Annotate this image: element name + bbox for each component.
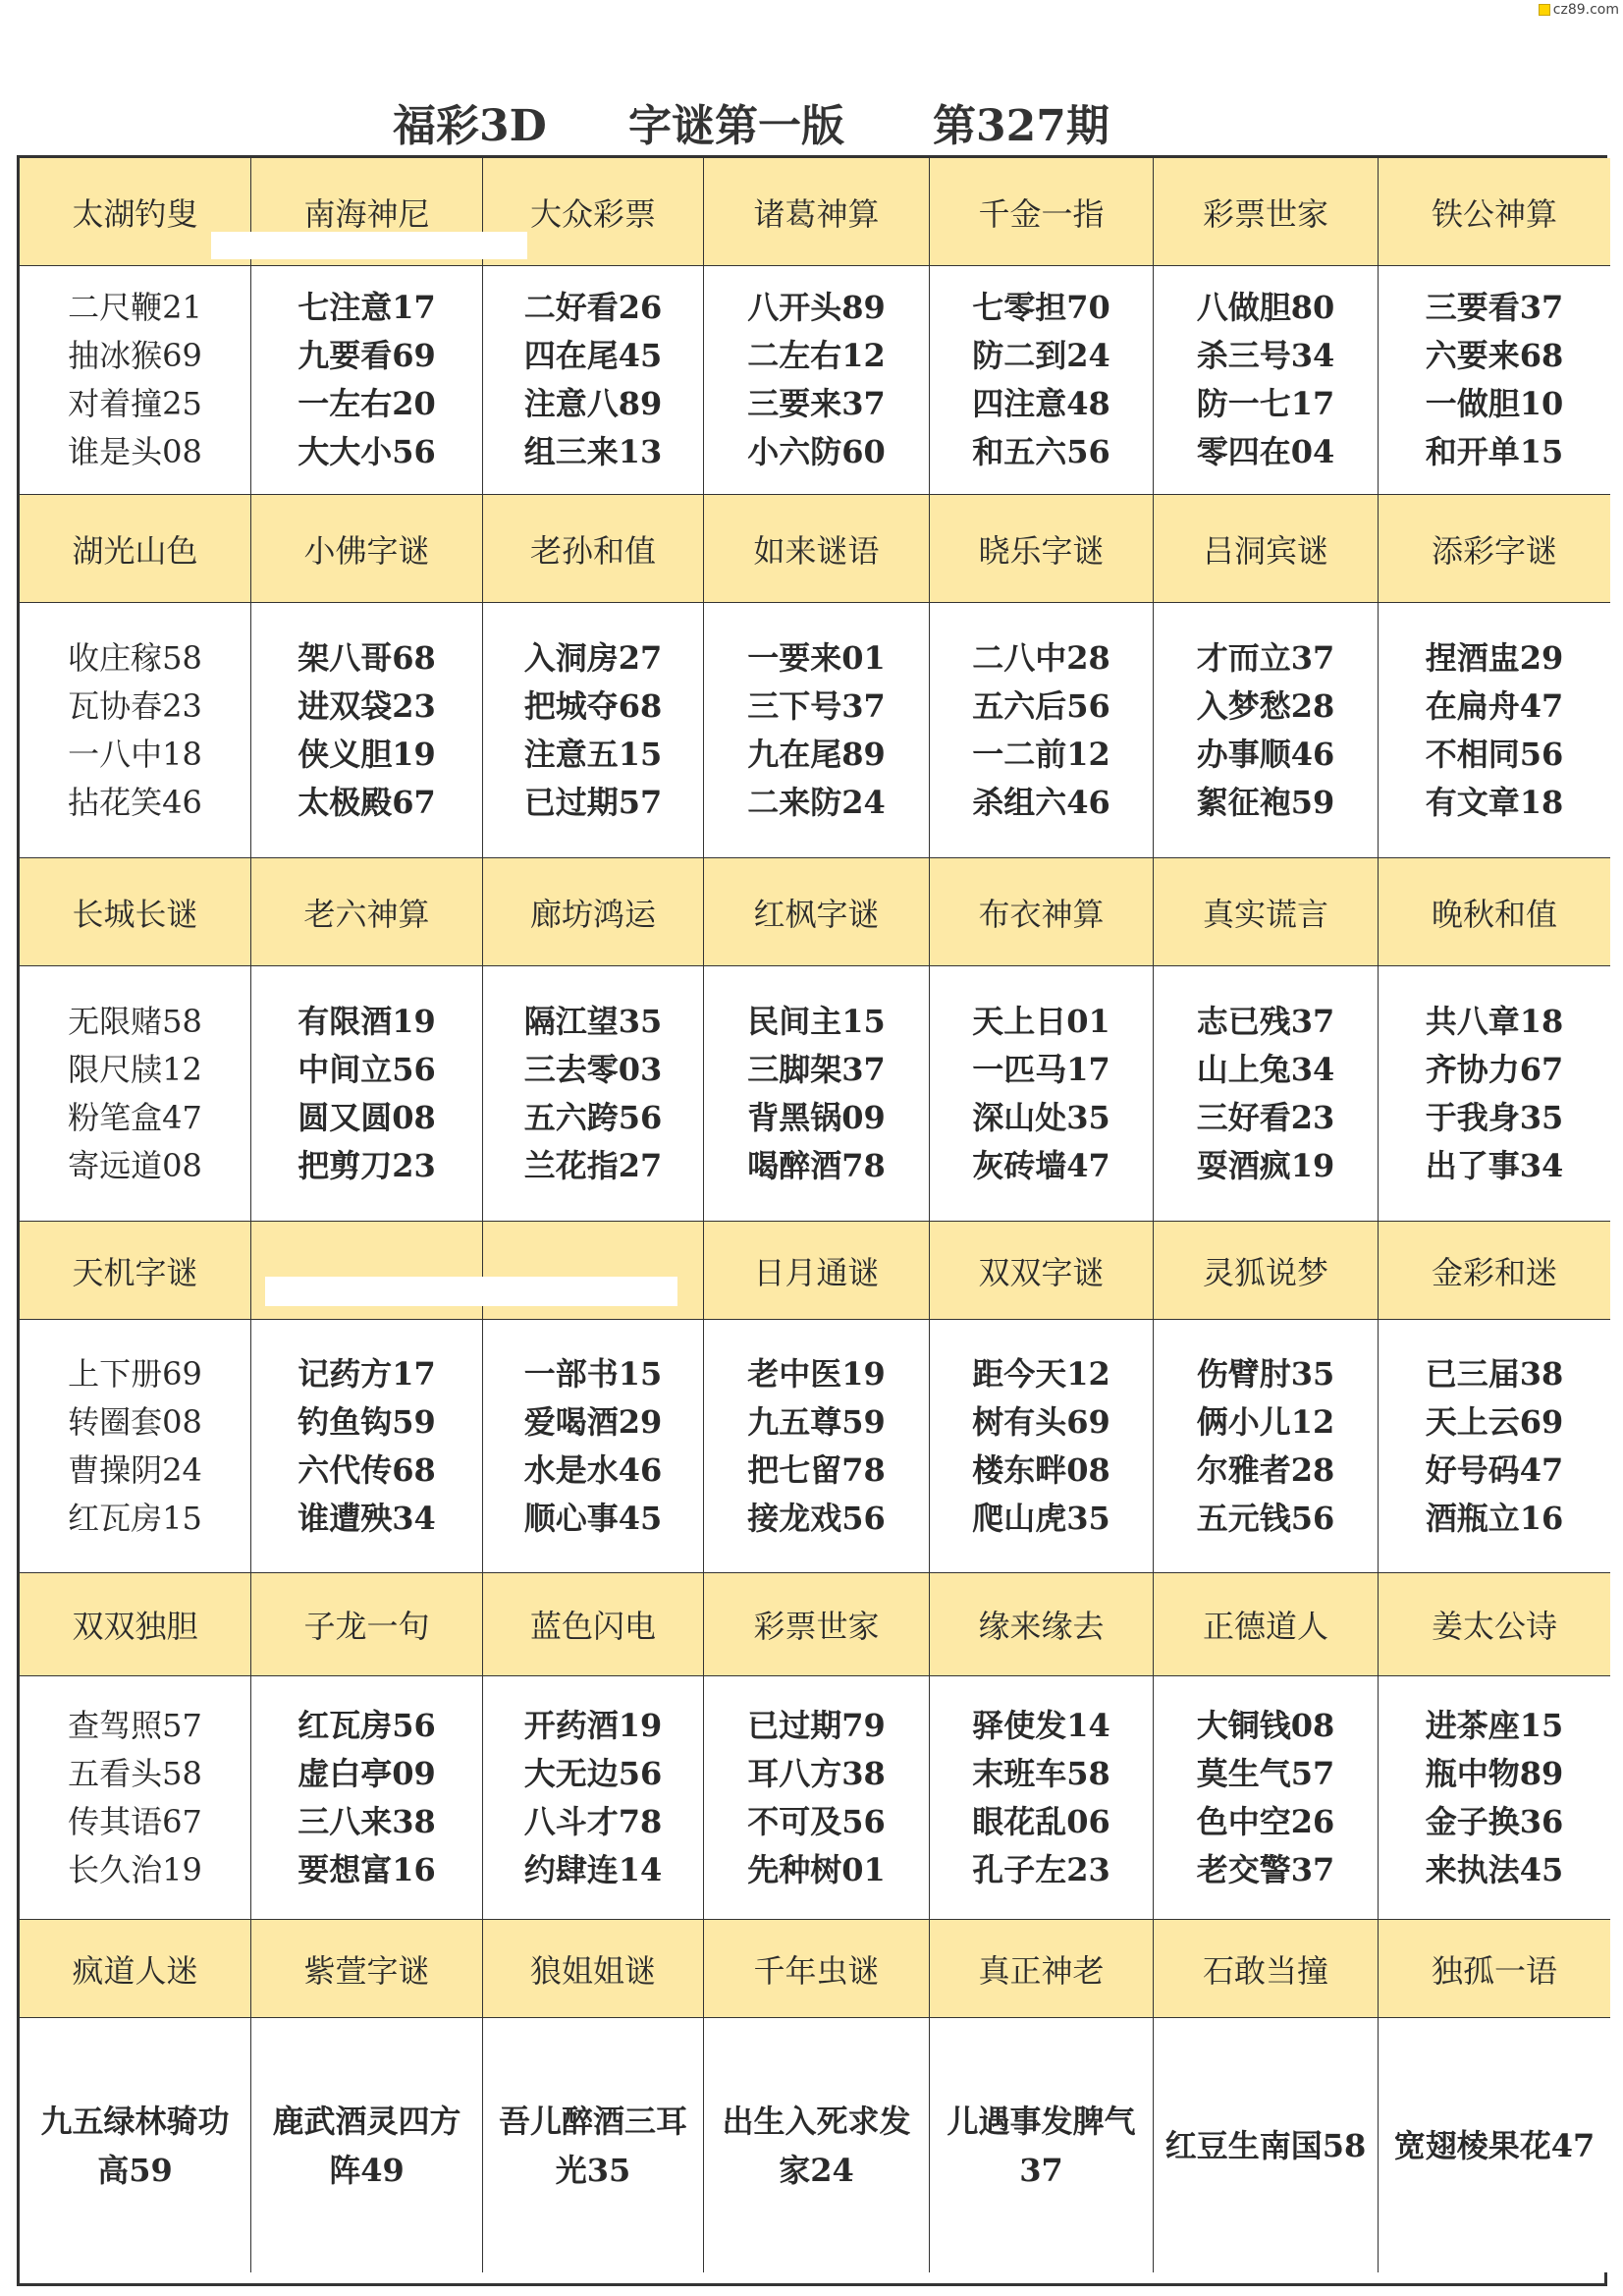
riddle-line: 入洞房27 [523, 638, 663, 677]
riddle-line: 二来防24 [747, 783, 886, 821]
riddle-cell [20, 1320, 251, 1573]
header-brand: 福彩3D [393, 101, 547, 151]
riddle-line: 注意八89 [523, 385, 663, 422]
riddle-verse: 儿遇事发脾气37 [947, 2102, 1136, 2189]
riddle-cell [1154, 966, 1379, 1222]
riddle-line: 大无边56 [523, 1754, 663, 1792]
riddle-cell [930, 1320, 1154, 1573]
riddle-line: 好号码47 [1425, 1450, 1564, 1489]
column-header: 千金一指 [930, 158, 1154, 266]
column-header: 正德道人 [1154, 1573, 1379, 1676]
riddle-line: 二好看26 [523, 289, 663, 326]
riddle-line: 三脚架37 [747, 1050, 886, 1088]
riddle-line: 五六跨56 [523, 1098, 663, 1136]
column-header: 铁公神算 [1379, 158, 1610, 266]
column-header: 日月通谜 [704, 1222, 930, 1320]
column-header: 灵狐说梦 [1154, 1222, 1379, 1320]
column-header: 吕洞宾谜 [1154, 495, 1379, 603]
riddle-line: 拈花笑46 [68, 783, 202, 821]
riddle-line: 金子换36 [1425, 1802, 1564, 1840]
riddle-line: 五看头58 [68, 1754, 202, 1792]
riddle-cell [1379, 603, 1610, 858]
riddle-cell [930, 966, 1154, 1222]
riddle-line: 五元钱56 [1196, 1499, 1335, 1537]
riddle-line: 爱喝酒29 [523, 1402, 663, 1441]
riddle-verse-cell [483, 2018, 704, 2272]
riddle-line: 九要看69 [298, 337, 436, 374]
riddle-cell [930, 1676, 1154, 1920]
riddle-line: 灰砖墙47 [972, 1146, 1110, 1184]
riddle-line: 民间主15 [747, 1002, 886, 1040]
column-header: 老孙和值 [483, 495, 704, 603]
riddle-line: 有限酒19 [298, 1002, 436, 1040]
riddle-line: 俩小儿12 [1196, 1402, 1335, 1441]
riddle-cell [704, 966, 930, 1222]
riddle-line: 接龙戏56 [747, 1499, 886, 1537]
riddle-cell [704, 1676, 930, 1920]
riddle-line: 已三届38 [1425, 1354, 1564, 1393]
column-header: 诸葛神算 [704, 158, 930, 266]
riddle-line: 红瓦房15 [68, 1499, 202, 1537]
column-header: 子龙一句 [251, 1573, 483, 1676]
riddle-line: 三去零03 [523, 1050, 663, 1088]
riddle-line: 八做胆80 [1196, 289, 1335, 326]
riddle-cell [483, 1676, 704, 1920]
riddle-line: 粉笔盒47 [68, 1098, 202, 1136]
riddle-cell [483, 603, 704, 858]
riddle-line: 小六防60 [747, 433, 886, 470]
riddle-verse: 鹿武酒灵四方阵49 [272, 2102, 461, 2189]
column-header: 狼姐姐谜 [483, 1920, 704, 2018]
riddle-cell [20, 966, 251, 1222]
riddle-line: 六要来68 [1425, 337, 1564, 374]
riddle-line: 开药酒19 [523, 1706, 663, 1744]
riddle-line: 转圈套08 [68, 1402, 202, 1441]
riddle-line: 三八来38 [298, 1802, 436, 1840]
column-header: 姜太公诗 [1379, 1573, 1610, 1676]
riddle-line: 二尺鞭21 [68, 289, 202, 326]
riddle-line: 大大小56 [298, 433, 436, 470]
riddle-line: 二八中28 [972, 638, 1110, 677]
riddle-cell [483, 966, 704, 1222]
column-header: 彩票世家 [704, 1573, 930, 1676]
riddle-line: 天上云69 [1425, 1402, 1564, 1441]
riddle-line: 九在尾89 [747, 735, 886, 773]
riddle-cell [1379, 1320, 1610, 1573]
riddle-line: 隔江望35 [523, 1002, 663, 1040]
riddle-line: 五六后56 [972, 686, 1110, 725]
riddle-line: 齐协力67 [1425, 1050, 1564, 1088]
column-header: 太湖钓叟 [20, 158, 251, 266]
riddle-line: 絮征袍59 [1196, 783, 1335, 821]
riddle-line: 架八哥68 [298, 638, 436, 677]
riddle-line: 四在尾45 [523, 337, 663, 374]
riddle-cell [1154, 603, 1379, 858]
riddle-verse: 吾儿醉酒三耳光35 [498, 2102, 687, 2189]
page-header [393, 86, 1178, 157]
riddle-cell [483, 266, 704, 495]
riddle-line: 限尺牍12 [68, 1050, 202, 1088]
riddle-line: 顺心事45 [523, 1499, 663, 1537]
riddle-line: 四注意48 [972, 385, 1110, 422]
column-header: 小佛字谜 [251, 495, 483, 603]
riddle-line: 上下册69 [68, 1354, 202, 1393]
redaction-bar [265, 1277, 677, 1306]
riddle-line: 捏酒盅29 [1425, 638, 1564, 677]
riddle-line: 传其语67 [68, 1802, 202, 1840]
riddle-cell [1154, 266, 1379, 495]
riddle-line: 一匹马17 [972, 1050, 1110, 1088]
riddle-line: 爬山虎35 [972, 1499, 1110, 1537]
riddle-line: 不相同56 [1425, 735, 1564, 773]
riddle-cell [20, 1676, 251, 1920]
riddle-line: 中间立56 [298, 1050, 436, 1088]
riddle-line: 于我身35 [1425, 1098, 1564, 1136]
riddle-line: 先种树01 [747, 1850, 886, 1888]
riddle-line: 深山处35 [972, 1098, 1110, 1136]
riddle-line: 进双袋23 [298, 686, 436, 725]
column-header: 晓乐字谜 [930, 495, 1154, 603]
riddle-cell [251, 1676, 483, 1920]
column-header: 南海神尼 [251, 158, 483, 266]
riddle-cell [930, 603, 1154, 858]
column-header: 紫萱字谜 [251, 1920, 483, 2018]
riddle-line: 抽冰猴69 [68, 337, 202, 374]
column-header: 老六神算 [251, 858, 483, 966]
riddle-line: 背黑锅09 [747, 1098, 886, 1136]
riddle-line: 七零担70 [972, 289, 1110, 326]
riddle-line: 孔子左23 [972, 1850, 1110, 1888]
column-header: 如来谜语 [704, 495, 930, 603]
riddle-cell [20, 603, 251, 858]
riddle-line: 入梦愁28 [1196, 686, 1335, 725]
riddle-line: 末班车58 [972, 1754, 1110, 1792]
column-header: 独孤一语 [1379, 1920, 1610, 2018]
riddle-line: 进茶座15 [1425, 1706, 1564, 1744]
column-header: 石敢当撞 [1154, 1920, 1379, 2018]
riddle-cell [704, 603, 930, 858]
riddle-verse-cell [1379, 2018, 1610, 2272]
riddle-line: 瓶中物89 [1425, 1754, 1564, 1792]
column-header: 双双独胆 [20, 1573, 251, 1676]
riddle-line: 大铜钱08 [1196, 1706, 1335, 1744]
column-header: 金彩和迷 [1379, 1222, 1610, 1320]
riddle-line: 驿使发14 [972, 1706, 1110, 1744]
riddle-line: 天上日01 [972, 1002, 1110, 1040]
column-header: 真正神老 [930, 1920, 1154, 2018]
riddle-line: 把剪刀23 [298, 1146, 436, 1184]
riddle-line: 七注意17 [298, 289, 436, 326]
column-header: 红枫字谜 [704, 858, 930, 966]
riddle-line: 对着撞25 [68, 385, 202, 422]
riddle-line: 尔雅者28 [1196, 1450, 1335, 1489]
riddle-line: 无限赌58 [68, 1002, 202, 1040]
riddle-line: 共八章18 [1425, 1002, 1564, 1040]
column-header: 双双字谜 [930, 1222, 1154, 1320]
column-header: 千年虫谜 [704, 1920, 930, 2018]
riddle-line: 才而立37 [1196, 638, 1335, 677]
riddle-line: 距今天12 [972, 1354, 1110, 1393]
riddle-cell [704, 266, 930, 495]
riddle-line: 来执法45 [1425, 1850, 1564, 1888]
riddle-line: 一要来01 [747, 638, 886, 677]
riddle-line: 楼东畔08 [972, 1450, 1110, 1489]
riddle-cell [251, 966, 483, 1222]
riddle-verse-cell [20, 2018, 251, 2272]
riddle-line: 二左右12 [747, 337, 886, 374]
riddle-line: 约肆连14 [523, 1850, 663, 1888]
riddle-line: 山上兔34 [1196, 1050, 1335, 1088]
riddle-line: 喝醉酒78 [747, 1146, 886, 1184]
column-header: 添彩字谜 [1379, 495, 1610, 603]
riddle-line: 一做胆10 [1425, 385, 1564, 422]
riddle-line: 瓦协春23 [68, 686, 202, 725]
column-header: 晚秋和值 [1379, 858, 1610, 966]
riddle-line: 一左右20 [298, 385, 436, 422]
riddle-line: 寄远道08 [68, 1146, 202, 1184]
riddle-line: 杀组六46 [972, 783, 1110, 821]
riddle-line: 兰花指27 [523, 1146, 663, 1184]
riddle-verse: 出生入死求发家24 [722, 2102, 911, 2189]
riddle-verse-cell [1154, 2018, 1379, 2272]
riddle-line: 三要看37 [1425, 289, 1564, 326]
riddle-line: 零四在04 [1196, 433, 1335, 470]
riddle-line: 有文章18 [1425, 783, 1564, 821]
riddle-line: 九五尊59 [747, 1402, 886, 1441]
riddle-line: 耳八方38 [747, 1754, 886, 1792]
column-header: 布衣神算 [930, 858, 1154, 966]
riddle-line: 长久治19 [68, 1850, 202, 1888]
riddle-verse: 宽翅棱果花47 [1393, 2126, 1596, 2164]
column-header: 大众彩票 [483, 158, 704, 266]
riddle-cell [483, 1320, 704, 1573]
riddle-line: 莫生气57 [1196, 1754, 1335, 1792]
column-header: 彩票世家 [1154, 158, 1379, 266]
riddle-verse: 九五绿林骑功高59 [40, 2102, 230, 2189]
riddle-cell [704, 1320, 930, 1573]
riddle-line: 八开头89 [747, 289, 886, 326]
riddle-line: 注意五15 [523, 735, 663, 773]
riddle-line: 杀三号34 [1196, 337, 1335, 374]
riddle-cell [251, 266, 483, 495]
riddle-cell [930, 266, 1154, 495]
riddle-line: 一部书15 [523, 1354, 663, 1393]
riddle-line: 圆又圆08 [298, 1098, 436, 1136]
redaction-bar [211, 232, 527, 259]
riddle-line: 记药方17 [298, 1354, 436, 1393]
riddle-line: 不可及56 [747, 1802, 886, 1840]
riddle-line: 三要来37 [747, 385, 886, 422]
riddle-line: 把城夺68 [523, 686, 663, 725]
riddle-line: 志已残37 [1196, 1002, 1335, 1040]
riddle-line: 一八中18 [68, 735, 202, 773]
header-issue: 第327期 [933, 101, 1109, 151]
column-header: 长城长谜 [20, 858, 251, 966]
column-header: 真实谎言 [1154, 858, 1379, 966]
riddle-line: 红瓦房56 [298, 1706, 436, 1744]
riddle-line: 在扁舟47 [1425, 686, 1564, 725]
riddle-line: 三好看23 [1196, 1098, 1335, 1136]
riddle-line: 色中空26 [1196, 1802, 1335, 1840]
riddle-line: 三下号37 [747, 686, 886, 725]
riddle-line: 收庄稼58 [68, 638, 202, 677]
riddle-cell [251, 603, 483, 858]
riddle-line: 防二到24 [972, 337, 1110, 374]
column-header: 疯道人迷 [20, 1920, 251, 2018]
riddle-line: 和开单15 [1425, 433, 1564, 470]
column-header: 天机字谜 [20, 1222, 251, 1320]
riddle-line: 已过期79 [747, 1706, 886, 1744]
riddle-line: 谁遭殃34 [298, 1499, 436, 1537]
riddle-line: 要想富16 [298, 1850, 436, 1888]
riddle-verse: 红豆生南国58 [1164, 2126, 1367, 2164]
header-subtitle: 字谜第一版 [628, 101, 844, 151]
riddle-line: 酒瓶立16 [1425, 1499, 1564, 1537]
column-header: 缘来缘去 [930, 1573, 1154, 1676]
riddle-line: 一二前12 [972, 735, 1110, 773]
riddle-line: 组三来13 [523, 433, 663, 470]
riddle-line: 已过期57 [523, 783, 663, 821]
riddle-line: 老中医19 [747, 1354, 886, 1393]
riddle-line: 把七留78 [747, 1450, 886, 1489]
riddle-verse-cell [251, 2018, 483, 2272]
riddle-line: 办事顺46 [1196, 735, 1335, 773]
riddle-line: 树有头69 [972, 1402, 1110, 1441]
riddle-line: 侠义胆19 [298, 735, 436, 773]
riddle-table [17, 155, 1607, 2286]
riddle-line: 防一七17 [1196, 385, 1335, 422]
riddle-line: 和五六56 [972, 433, 1110, 470]
riddle-line: 谁是头08 [68, 433, 202, 470]
site-watermark [1539, 0, 1623, 20]
riddle-line: 耍酒疯19 [1196, 1146, 1335, 1184]
riddle-line: 太极殿67 [298, 783, 436, 821]
riddle-line: 眼花乱06 [972, 1802, 1110, 1840]
column-header: 湖光山色 [20, 495, 251, 603]
riddle-cell [251, 1320, 483, 1573]
riddle-cell [1379, 966, 1610, 1222]
riddle-verse-cell [704, 2018, 930, 2272]
riddle-line: 出了事34 [1425, 1146, 1564, 1184]
riddle-cell [1154, 1320, 1379, 1573]
watermark-logo-icon [1539, 4, 1550, 16]
riddle-verse-cell [930, 2018, 1154, 2272]
riddle-line: 钓鱼钩59 [298, 1402, 436, 1441]
riddle-cell [20, 266, 251, 495]
riddle-line: 虚白亭09 [298, 1754, 436, 1792]
riddle-line: 查驾照57 [68, 1706, 202, 1744]
riddle-line: 六代传68 [298, 1450, 436, 1489]
watermark-text: cz89.com [1552, 2, 1619, 18]
column-header: 廊坊鸿运 [483, 858, 704, 966]
riddle-line: 水是水46 [523, 1450, 663, 1489]
riddle-cell [1379, 266, 1610, 495]
riddle-line: 曹操阴24 [68, 1450, 202, 1489]
riddle-cell [1154, 1676, 1379, 1920]
riddle-line: 伤臂肘35 [1196, 1354, 1335, 1393]
riddle-cell [1379, 1676, 1610, 1920]
riddle-line: 老交警37 [1196, 1850, 1335, 1888]
riddle-line: 八斗才78 [523, 1802, 663, 1840]
column-header: 蓝色闪电 [483, 1573, 704, 1676]
